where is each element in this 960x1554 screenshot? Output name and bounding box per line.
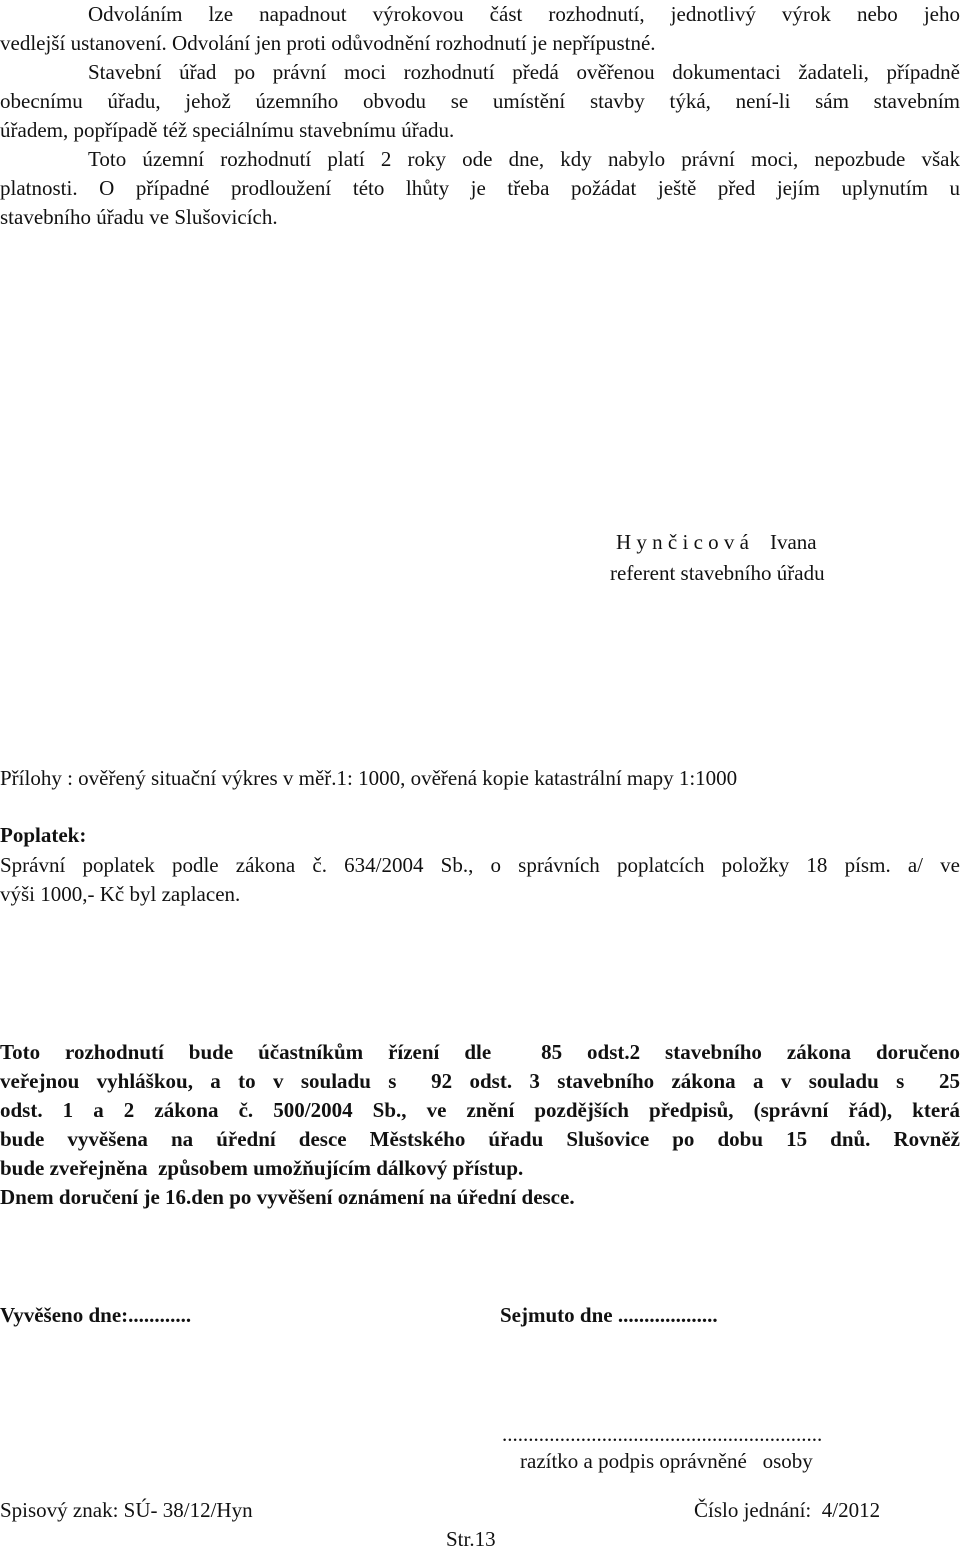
delivery-line-6: Dnem doručení je 16.den po vyvěšení oznámení na úřední desce. <box>0 1185 575 1209</box>
delivery-line-2: veřejnou vyhláškou, a to v souladu s 92 odst. 3 stavebního zákona a v souladu s 25 <box>0 1069 960 1093</box>
validity-paragraph <box>0 145 960 232</box>
page-number: Str.13 <box>446 1527 496 1551</box>
fee-line-1: Správní poplatek podle zákona č. 634/2004 Sb., o správních poplatcích položky 18 písm. a/ ve <box>0 853 960 877</box>
stamp-signature-line: ............................................................. <box>502 1422 823 1446</box>
file-mark: Spisový znak: SÚ- 38/12/Hyn <box>0 1498 253 1522</box>
delivery-line-4: bude vyvěšena na úřední desce Městského úřadu Slušovice po dobu 15 dnů. Rovněž <box>0 1127 960 1151</box>
delivery-line-1: Toto rozhodnutí bude účastníkům řízení dle 85 odst.2 stavebního zákona doručeno <box>0 1040 960 1064</box>
posted-date-label: Vyvěšeno dne:............ <box>0 1303 192 1327</box>
appeal-line-2: vedlejší ustanovení. Odvolání jen proti odůvodnění rozhodnutí je nepřípustné. <box>0 31 656 55</box>
appeal-paragraph <box>0 0 960 58</box>
documentation-line-3: úřadem, popřípadě též speciálnímu stavebnímu úřadu. <box>0 118 455 142</box>
attachments-line: Přílohy : ověřený situační výkres v měř.1: 1000, ověřená kopie katastrální mapy 1:1000 <box>0 766 738 790</box>
fee-paragraph <box>0 851 960 909</box>
stamp-signature-label: razítko a podpis oprávněné osoby <box>520 1449 813 1473</box>
validity-line-1: Toto územní rozhodnutí platí 2 roky ode dne, kdy nabylo právní moci, nepozbude však <box>88 147 960 171</box>
fee-line-2: výši 1000,- Kč byl zaplacen. <box>0 882 241 906</box>
appeal-line-1: Odvoláním lze napadnout výrokovou část rozhodnutí, jednotlivý výrok nebo jeho <box>88 2 960 26</box>
removed-date-label: Sejmuto dne ................... <box>500 1303 718 1327</box>
signatory-name: H y n č i c o v á Ivana <box>616 530 817 554</box>
documentation-line-1: Stavební úřad po právní moci rozhodnutí předá ověřenou dokumentaci žadateli, případně <box>88 60 960 84</box>
signatory-role: referent stavebního úřadu <box>610 561 825 585</box>
documentation-line-2: obecnímu úřadu, jehož územního obvodu se umístění stavby týká, není-li sám stavebním <box>0 89 960 113</box>
delivery-line-3: odst. 1 a 2 zákona č. 500/2004 Sb., ve znění pozdějších předpisů, (správní řád), která <box>0 1098 960 1122</box>
validity-line-2: platnosti. O případné prodloužení této lhůty je třeba požádat ještě před jejím uplynutím u <box>0 176 960 200</box>
delivery-paragraph <box>0 1038 960 1212</box>
fee-heading: Poplatek: <box>0 823 87 847</box>
reference-number: Číslo jednání: 4/2012 <box>694 1498 881 1522</box>
documentation-paragraph <box>0 58 960 145</box>
delivery-line-5: bude zveřejněna způsobem umožňujícím dálkový přístup. <box>0 1156 524 1180</box>
validity-line-3: stavebního úřadu ve Slušovicích. <box>0 205 278 229</box>
